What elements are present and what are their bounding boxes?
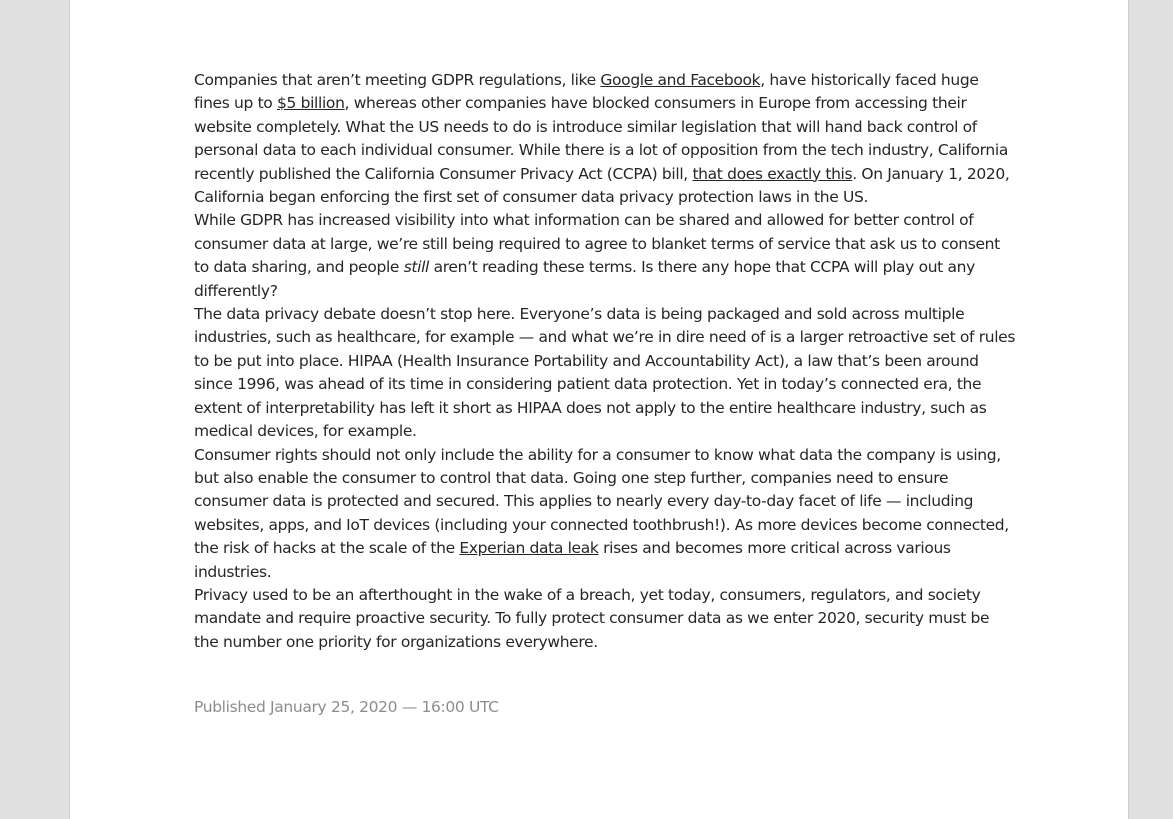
paragraph-consumer-rights xyxy=(194,444,1016,584)
paragraph-gdpr-fines xyxy=(194,69,1016,209)
paragraph-privacy-security: Privacy used to be an afterthought in the wake of a breach, yet today, consumers, regulators, and society mandate and require proactive security. To fully protect consumer data as we enter 2020, security must be the number one priority for organizations everywhere. xyxy=(194,585,990,651)
text: . On January 1, 2020, California began enforcing the first set of consumer data privacy protection laws in the US. xyxy=(194,164,1010,207)
link-ccpa-bill[interactable]: that does exactly this xyxy=(692,164,853,183)
paragraph-hipaa: The data privacy debate doesn’t stop here. Everyone’s data is being packaged and sold across multiple industries, such as healthcare, for example — and what we’re in dire need of is a larger retroactive set of rules to be put into place. HIPAA (Health Insurance Portability and Accountability Act), a law that’s been around since 1996, was ahead of its time in considering patient data protection. Yet in today’s connected era, the extent of interpretability has left it short as HIPAA does not apply to the entire healthcare industry, such as medical devices, for example. xyxy=(194,305,1016,441)
text: , whereas other companies have blocked consumers in Europe from accessing their website completely. What the US needs to do is introduce similar legislation that will hand back control of personal data to each individual consumer. While there is a lot of opposition from the tech industry, California recently published the California Consumer Privacy Act (CCPA) bill, xyxy=(194,94,1009,183)
text: While GDPR has increased visibility into what information can be shared and allowed for better control of consumer data at large, we’re still being required to agree to blanket terms of service that ask us to consent to data sharing, and people xyxy=(194,211,1000,277)
text: aren’t reading these terms. Is there any hope that CCPA will play out any differently? xyxy=(194,258,975,300)
article-body xyxy=(194,69,1016,720)
link-5-billion[interactable]: $5 billion xyxy=(277,94,345,113)
text: rises and becomes more critical across various industries. xyxy=(194,539,951,581)
document-page xyxy=(69,0,1129,819)
text: Companies that aren’t meeting GDPR regulations, like xyxy=(194,71,601,89)
link-google-facebook[interactable]: Google and Facebook xyxy=(600,71,761,89)
link-experian-data-leak[interactable]: Experian data leak xyxy=(459,539,599,558)
text: Consumer rights should not only include the ability for a consumer to know what data the company is using, but also enable the consumer to control that data. Going one step further, companies need to ensure consumer data is protected and secured. This applies to nearly every day-to-day facet of life — including websites, apps, and IoT devices (including your connected toothbrush!). As more devices become connected, the risk of hacks at the scale of the xyxy=(194,445,1009,558)
emphasis-still: still xyxy=(403,258,430,277)
text: , have historically faced huge fines up to xyxy=(194,71,979,113)
published-date: Published January 25, 2020 — 16:00 UTC xyxy=(194,698,499,717)
paragraph-gdpr-visibility xyxy=(194,209,1016,303)
